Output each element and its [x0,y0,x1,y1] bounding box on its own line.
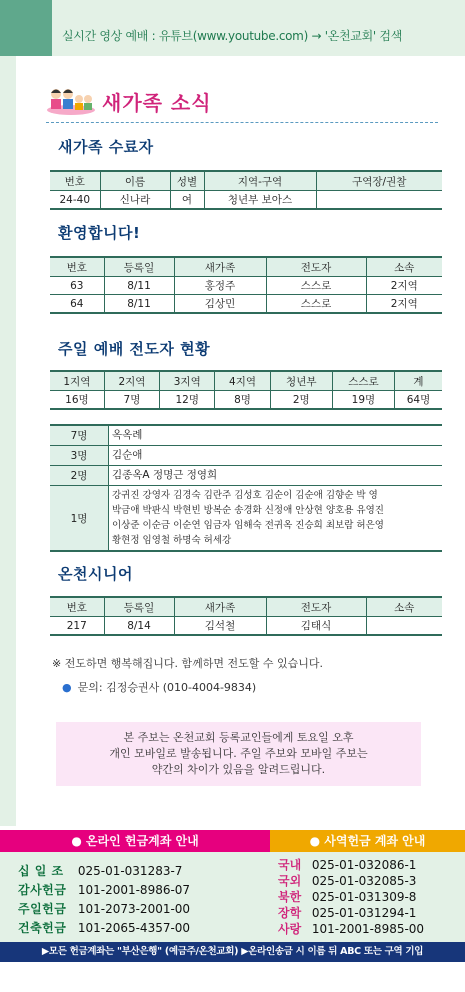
cell: 2명 [270,391,332,410]
seniors-title: 온천시니어 [58,565,133,583]
evangelism-title: 주일 예배 전도자 현황 [58,340,211,358]
evangelist-names-table [50,424,442,552]
cell: 2지역 [366,295,442,314]
header-cell: 1지역 [50,371,104,391]
account-row [278,921,424,937]
cell: 홍정주 [174,277,266,295]
account-number: 025-01-031283-7 [77,864,183,878]
account-label: 국외 [278,874,302,888]
cell: 8/14 [104,617,174,636]
cell: 신나라 [100,191,170,210]
divider [46,122,438,123]
table-row [50,191,442,210]
header-cell: 3지역 [160,371,215,391]
evangelism-note: ※ 전도하면 행복해집니다. 함께하면 전도할 수 있습니다. [52,657,323,670]
names-cell [109,446,443,466]
names-line: 황현정 임영철 하명숙 허세강 [112,535,232,546]
youtube-notice: 실시간 영상 예배 : 유튜브(www.youtube.com) → '온천교회' 검색 [62,29,402,43]
names-line: 이상준 이순금 이순연 임금자 임해숙 전귀옥 진승희 최보람 허은영 [112,520,384,531]
account-number: 025-01-032085-3 [311,874,417,888]
header-cell: 계 [395,371,443,391]
cell: 19명 [332,391,394,410]
online-accounts-title: ● 온라인 헌금계좌 안내 [0,830,270,852]
cell: 63 [50,277,104,295]
header-cell: 2지역 [104,371,159,391]
cell: 스스로 [266,295,366,314]
family-icon [46,86,96,116]
header-cell: 번호 [50,597,104,617]
welcome-table [50,256,442,314]
header-cell: 지역-구역 [204,171,316,191]
header-cell: 성별 [170,171,204,191]
header-cell: 소속 [366,257,442,277]
section-header [46,86,212,116]
account-label: 북한 [278,890,302,904]
names-cell [109,425,443,446]
account-row [278,857,424,873]
table-row [50,466,442,486]
account-number: 101-2065-4357-00 [77,921,191,935]
header-cell: 이름 [100,171,170,191]
account-number: 025-01-032086-1 [311,858,417,872]
names-line: 옥옥례 [112,429,143,441]
cell: 8/11 [104,277,174,295]
cell: 64 [50,295,104,314]
account-label: 장학 [278,906,302,920]
graduates-title: 새가족 수료자 [58,138,154,156]
account-label: 사랑 [278,922,302,936]
header-cell: 청년부 [270,371,332,391]
cell: 7명 [104,391,159,410]
header-cell: 전도자 [266,257,366,277]
cell [316,191,442,210]
account-row [18,881,190,900]
cell: 12명 [160,391,215,410]
names-cell [109,466,443,486]
table-row [50,295,442,314]
table-row [50,617,442,636]
top-banner [0,0,465,56]
names-line: 김순애 [112,449,143,461]
header-cell: 등록일 [104,257,174,277]
account-row [278,873,424,889]
mission-accounts-title: ● 사역헌금 계좌 안내 [270,830,465,852]
table-row [50,425,442,446]
account-row [278,905,424,921]
cell: 김석철 [174,617,266,636]
bullet-icon: ● [62,681,72,694]
cell: 24-40 [50,191,100,210]
count-cell: 7명 [50,425,109,446]
notice-line: 개인 모바일로 발송됩니다. 주일 주보와 모바일 주보는 [109,747,368,760]
cell: 여 [170,191,204,210]
contact-line [62,679,256,695]
notice-line: 본 주보는 온천교회 등록교인들에게 토요일 오후 [123,731,354,744]
header-cell: 스스로 [332,371,394,391]
cell: 스스로 [266,277,366,295]
header-cell: 4지역 [215,371,270,391]
cell: 217 [50,617,104,636]
header-cell: 등록일 [104,597,174,617]
account-label: 건축헌금 [18,921,67,935]
cell: 청년부 보아스 [204,191,316,210]
evangelism-table [50,370,442,410]
welcome-title: 환영합니다! [58,224,141,242]
section-title: 새가족 소식 [102,90,212,115]
table-row [50,391,442,410]
header-cell: 번호 [50,257,104,277]
header-cell: 새가족 [174,257,266,277]
cell: 8/11 [104,295,174,314]
cell: 2지역 [366,277,442,295]
cell: 8명 [215,391,270,410]
online-accounts [18,862,190,938]
cell [366,617,442,636]
account-number: 101-2001-8986-07 [77,883,191,897]
table-row [50,277,442,295]
contact-text: 문의: 김정승권사 (010-4004-9834) [77,681,257,694]
graduates-table [50,170,442,210]
cell: 16명 [50,391,104,410]
account-label: 주일헌금 [18,902,67,916]
account-row [278,889,424,905]
names-line: 김종옥A 정명근 정영희 [112,469,218,481]
names-line: 강귀진 강영자 김경숙 김란주 김성호 김순이 김순애 김향순 박 영 [112,490,378,501]
notice-line: 약간의 차이가 있음을 알려드립니다. [151,763,326,776]
account-label: 국내 [278,858,302,872]
mobile-notice [56,722,421,786]
seniors-table [50,596,442,636]
banner-tab [0,0,52,56]
table-row [50,486,442,552]
account-label: 십 일 조 [18,864,64,878]
header-cell: 소속 [366,597,442,617]
account-number: 101-2073-2001-00 [77,902,191,916]
names-line: 박금애 박판식 박현빈 방복순 송경화 신정애 안상현 양호용 유영진 [112,505,384,516]
account-row [18,862,190,881]
count-cell: 3명 [50,446,109,466]
cell: 64명 [395,391,443,410]
account-row [18,919,190,938]
header-cell: 새가족 [174,597,266,617]
account-number: 025-01-031294-1 [311,906,417,920]
header-cell: 번호 [50,171,100,191]
cell: 김태식 [266,617,366,636]
header-cell: 구역장/권찰 [316,171,442,191]
account-label: 감사헌금 [18,883,67,897]
count-cell: 1명 [50,486,109,552]
bank-footer: ▶모든 헌금계좌는 "부산은행" (예금주/온천교회) ▶온라인송금 시 이름 뒤 ABC 또는 구역 기입 [0,942,465,962]
account-row [18,900,190,919]
left-strip [0,56,16,826]
table-row [50,446,442,466]
account-number: 025-01-031309-8 [311,890,417,904]
cell: 김상민 [174,295,266,314]
header-cell: 전도자 [266,597,366,617]
count-cell: 2명 [50,466,109,486]
mission-accounts [278,857,424,937]
account-number: 101-2001-8985-00 [311,922,425,936]
names-cell [109,486,443,552]
